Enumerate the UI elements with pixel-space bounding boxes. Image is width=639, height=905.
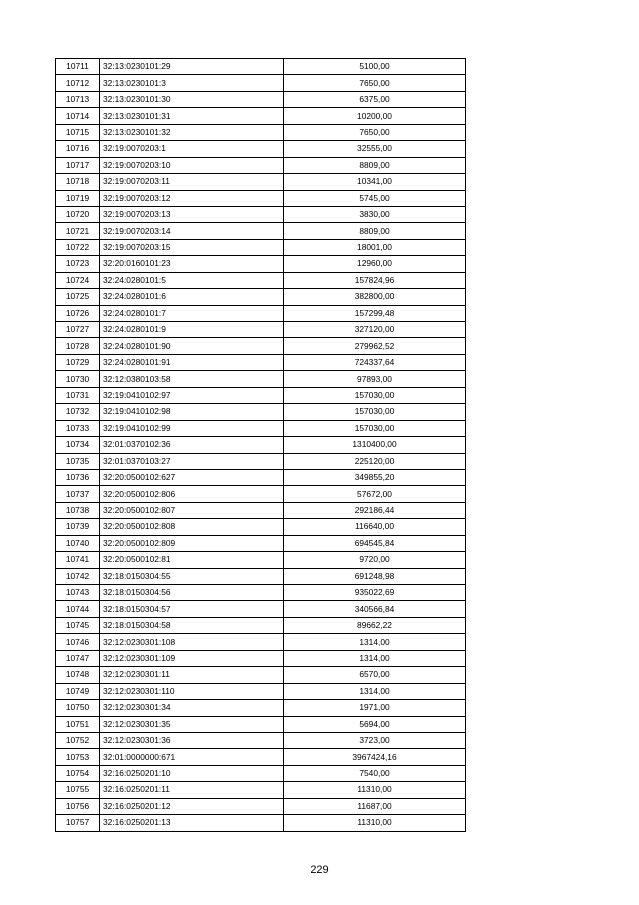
table-row: [56, 387, 466, 403]
cadastral-number-cell: 32:19:0070203:15: [100, 239, 284, 255]
row-number-cell: 10753: [56, 749, 100, 765]
cadastral-number-cell: 32:12:0230301:108: [100, 634, 284, 650]
row-number-cell: 10754: [56, 765, 100, 781]
row-number-cell: 10750: [56, 700, 100, 716]
row-number-cell: 10728: [56, 338, 100, 354]
page-number: 229: [310, 864, 329, 876]
row-number-cell: 10716: [56, 141, 100, 157]
row-number-cell: 10743: [56, 585, 100, 601]
table-row: [56, 59, 466, 75]
row-number-cell: 10715: [56, 124, 100, 140]
value-cell: 6570,00: [284, 667, 466, 683]
table-row: [56, 585, 466, 601]
table-row: [56, 239, 466, 255]
table-row: [56, 815, 466, 831]
cadastral-number-cell: 32:16:0250201:10: [100, 765, 284, 781]
value-cell: 116640,00: [284, 519, 466, 535]
value-cell: 724337,64: [284, 354, 466, 370]
cadastral-number-cell: 32:12:0230301:11: [100, 667, 284, 683]
cadastral-number-cell: 32:12:0230301:110: [100, 683, 284, 699]
value-cell: 18001,00: [284, 239, 466, 255]
row-number-cell: 10734: [56, 437, 100, 453]
cadastral-number-cell: 32:01:0000000:671: [100, 749, 284, 765]
table-row: [56, 272, 466, 288]
table-row: [56, 453, 466, 469]
table-row: [56, 305, 466, 321]
row-number-cell: 10719: [56, 190, 100, 206]
row-number-cell: 10741: [56, 552, 100, 568]
value-cell: 157030,00: [284, 387, 466, 403]
row-number-cell: 10711: [56, 59, 100, 75]
value-cell: 694545,84: [284, 535, 466, 551]
table-row: [56, 798, 466, 814]
cadastral-number-cell: 32:20:0500102:807: [100, 502, 284, 518]
cadastral-number-cell: 32:16:0250201:13: [100, 815, 284, 831]
row-number-cell: 10739: [56, 519, 100, 535]
cadastral-number-cell: 32:13:0230101:3: [100, 75, 284, 91]
cadastral-number-cell: 32:19:0410102:97: [100, 387, 284, 403]
value-cell: 97893,00: [284, 371, 466, 387]
row-number-cell: 10713: [56, 91, 100, 107]
cadastral-number-cell: 32:13:0230101:30: [100, 91, 284, 107]
table-row: [56, 502, 466, 518]
row-number-cell: 10724: [56, 272, 100, 288]
row-number-cell: 10720: [56, 206, 100, 222]
table-row: [56, 91, 466, 107]
cadastral-number-cell: 32:01:0370102:36: [100, 437, 284, 453]
value-cell: 157030,00: [284, 420, 466, 436]
row-number-cell: 10752: [56, 732, 100, 748]
row-number-cell: 10740: [56, 535, 100, 551]
value-cell: 157824,96: [284, 272, 466, 288]
value-cell: 157299,48: [284, 305, 466, 321]
cadastral-number-cell: 32:01:0370103:27: [100, 453, 284, 469]
cadastral-number-cell: 32:19:0070203:1: [100, 141, 284, 157]
cadastral-number-cell: 32:18:0150304:58: [100, 617, 284, 633]
cadastral-number-cell: 32:20:0500102:627: [100, 469, 284, 485]
value-cell: 340566,84: [284, 601, 466, 617]
row-number-cell: 10738: [56, 502, 100, 518]
cadastral-number-cell: 32:13:0230101:32: [100, 124, 284, 140]
value-cell: 10341,00: [284, 174, 466, 190]
cadastral-number-cell: 32:20:0500102:808: [100, 519, 284, 535]
row-number-cell: 10723: [56, 256, 100, 272]
table-row: [56, 157, 466, 173]
cadastral-number-cell: 32:19:0070203:14: [100, 223, 284, 239]
table-row: [56, 108, 466, 124]
value-cell: 349855,20: [284, 469, 466, 485]
table-row: [56, 667, 466, 683]
cadastral-number-cell: 32:13:0230101:31: [100, 108, 284, 124]
cadastral-number-cell: 32:18:0150304:57: [100, 601, 284, 617]
cadastral-number-cell: 32:20:0500102:809: [100, 535, 284, 551]
table-body: [56, 59, 466, 832]
table-row: [56, 568, 466, 584]
value-cell: 327120,00: [284, 322, 466, 338]
cadastral-number-cell: 32:19:0070203:11: [100, 174, 284, 190]
table-row: [56, 322, 466, 338]
cadastral-number-cell: 32:12:0380103:58: [100, 371, 284, 387]
cadastral-number-cell: 32:24:0280101:6: [100, 289, 284, 305]
value-cell: 3723,00: [284, 732, 466, 748]
row-number-cell: 10737: [56, 486, 100, 502]
row-number-cell: 10747: [56, 650, 100, 666]
table-row: [56, 289, 466, 305]
cadastral-number-cell: 32:20:0500102:81: [100, 552, 284, 568]
row-number-cell: 10731: [56, 387, 100, 403]
cadastral-number-cell: 32:12:0230301:35: [100, 716, 284, 732]
table-row: [56, 354, 466, 370]
cadastral-number-cell: 32:20:0160101:23: [100, 256, 284, 272]
row-number-cell: 10714: [56, 108, 100, 124]
table-row: [56, 206, 466, 222]
row-number-cell: 10732: [56, 404, 100, 420]
table-row: [56, 174, 466, 190]
row-number-cell: 10735: [56, 453, 100, 469]
value-cell: 1314,00: [284, 650, 466, 666]
value-cell: 32555,00: [284, 141, 466, 157]
table-row: [56, 617, 466, 633]
table-row: [56, 782, 466, 798]
table-row: [56, 469, 466, 485]
table-row: [56, 338, 466, 354]
cadastral-number-cell: 32:24:0280101:91: [100, 354, 284, 370]
cadastral-number-cell: 32:18:0150304:56: [100, 585, 284, 601]
table-row: [56, 190, 466, 206]
value-cell: 157030,00: [284, 404, 466, 420]
table-row: [56, 256, 466, 272]
value-cell: 7650,00: [284, 124, 466, 140]
value-cell: 5100,00: [284, 59, 466, 75]
row-number-cell: 10744: [56, 601, 100, 617]
value-cell: 9720,00: [284, 552, 466, 568]
cadastral-number-cell: 32:24:0280101:9: [100, 322, 284, 338]
table-row: [56, 75, 466, 91]
row-number-cell: 10733: [56, 420, 100, 436]
row-number-cell: 10746: [56, 634, 100, 650]
value-cell: 292186,44: [284, 502, 466, 518]
value-cell: 279962,52: [284, 338, 466, 354]
cadastral-number-cell: 32:19:0070203:13: [100, 206, 284, 222]
table-row: [56, 535, 466, 551]
value-cell: 1314,00: [284, 683, 466, 699]
row-number-cell: 10748: [56, 667, 100, 683]
table-row: [56, 552, 466, 568]
table-row: [56, 404, 466, 420]
value-cell: 7540,00: [284, 765, 466, 781]
value-cell: 225120,00: [284, 453, 466, 469]
row-number-cell: 10736: [56, 469, 100, 485]
cadastral-number-cell: 32:19:0410102:98: [100, 404, 284, 420]
row-number-cell: 10726: [56, 305, 100, 321]
value-cell: 57672,00: [284, 486, 466, 502]
row-number-cell: 10756: [56, 798, 100, 814]
value-cell: 935022,69: [284, 585, 466, 601]
value-cell: 3830,00: [284, 206, 466, 222]
value-cell: 7650,00: [284, 75, 466, 91]
row-number-cell: 10722: [56, 239, 100, 255]
table-row: [56, 716, 466, 732]
table-row: [56, 683, 466, 699]
row-number-cell: 10729: [56, 354, 100, 370]
table-row: [56, 371, 466, 387]
row-number-cell: 10712: [56, 75, 100, 91]
value-cell: 382800,00: [284, 289, 466, 305]
cadastral-number-cell: 32:24:0280101:90: [100, 338, 284, 354]
table-row: [56, 732, 466, 748]
value-cell: 8809,00: [284, 223, 466, 239]
table-row: [56, 124, 466, 140]
value-cell: 10200,00: [284, 108, 466, 124]
row-number-cell: 10725: [56, 289, 100, 305]
table-row: [56, 700, 466, 716]
cadastral-number-cell: 32:16:0250201:12: [100, 798, 284, 814]
row-number-cell: 10718: [56, 174, 100, 190]
row-number-cell: 10757: [56, 815, 100, 831]
value-cell: 6375,00: [284, 91, 466, 107]
table-row: [56, 749, 466, 765]
table-row: [56, 601, 466, 617]
value-cell: 5745,00: [284, 190, 466, 206]
cadastral-number-cell: 32:24:0280101:7: [100, 305, 284, 321]
value-cell: 12960,00: [284, 256, 466, 272]
row-number-cell: 10742: [56, 568, 100, 584]
cadastral-number-cell: 32:16:0250201:11: [100, 782, 284, 798]
value-cell: 11310,00: [284, 815, 466, 831]
value-cell: 89662,22: [284, 617, 466, 633]
table-row: [56, 437, 466, 453]
cadastral-number-cell: 32:13:0230101:29: [100, 59, 284, 75]
cadastral-number-cell: 32:24:0280101:5: [100, 272, 284, 288]
cadastral-number-cell: 32:12:0230301:36: [100, 732, 284, 748]
value-cell: 11687,00: [284, 798, 466, 814]
table-row: [56, 141, 466, 157]
value-cell: 1314,00: [284, 634, 466, 650]
table-row: [56, 519, 466, 535]
table-row: [56, 486, 466, 502]
value-cell: 8809,00: [284, 157, 466, 173]
row-number-cell: 10749: [56, 683, 100, 699]
row-number-cell: 10730: [56, 371, 100, 387]
table-row: [56, 420, 466, 436]
row-number-cell: 10717: [56, 157, 100, 173]
row-number-cell: 10751: [56, 716, 100, 732]
value-cell: 691248,98: [284, 568, 466, 584]
cadastral-number-cell: 32:20:0500102:806: [100, 486, 284, 502]
cadastral-number-cell: 32:12:0230301:109: [100, 650, 284, 666]
row-number-cell: 10721: [56, 223, 100, 239]
value-cell: 1971,00: [284, 700, 466, 716]
cadastral-number-cell: 32:19:0410102:99: [100, 420, 284, 436]
row-number-cell: 10745: [56, 617, 100, 633]
value-cell: 5694,00: [284, 716, 466, 732]
value-cell: 11310,00: [284, 782, 466, 798]
row-number-cell: 10727: [56, 322, 100, 338]
table-row: [56, 650, 466, 666]
cadastral-number-cell: 32:18:0150304:55: [100, 568, 284, 584]
table-row: [56, 634, 466, 650]
cadastral-number-cell: 32:19:0070203:10: [100, 157, 284, 173]
cadastral-number-cell: 32:19:0070203:12: [100, 190, 284, 206]
table-row: [56, 223, 466, 239]
row-number-cell: 10755: [56, 782, 100, 798]
cadastral-number-cell: 32:12:0230301:34: [100, 700, 284, 716]
value-cell: 3967424,16: [284, 749, 466, 765]
cadastral-table: [55, 58, 466, 832]
data-table-container: [55, 58, 466, 832]
value-cell: 1310400,00: [284, 437, 466, 453]
table-row: [56, 765, 466, 781]
